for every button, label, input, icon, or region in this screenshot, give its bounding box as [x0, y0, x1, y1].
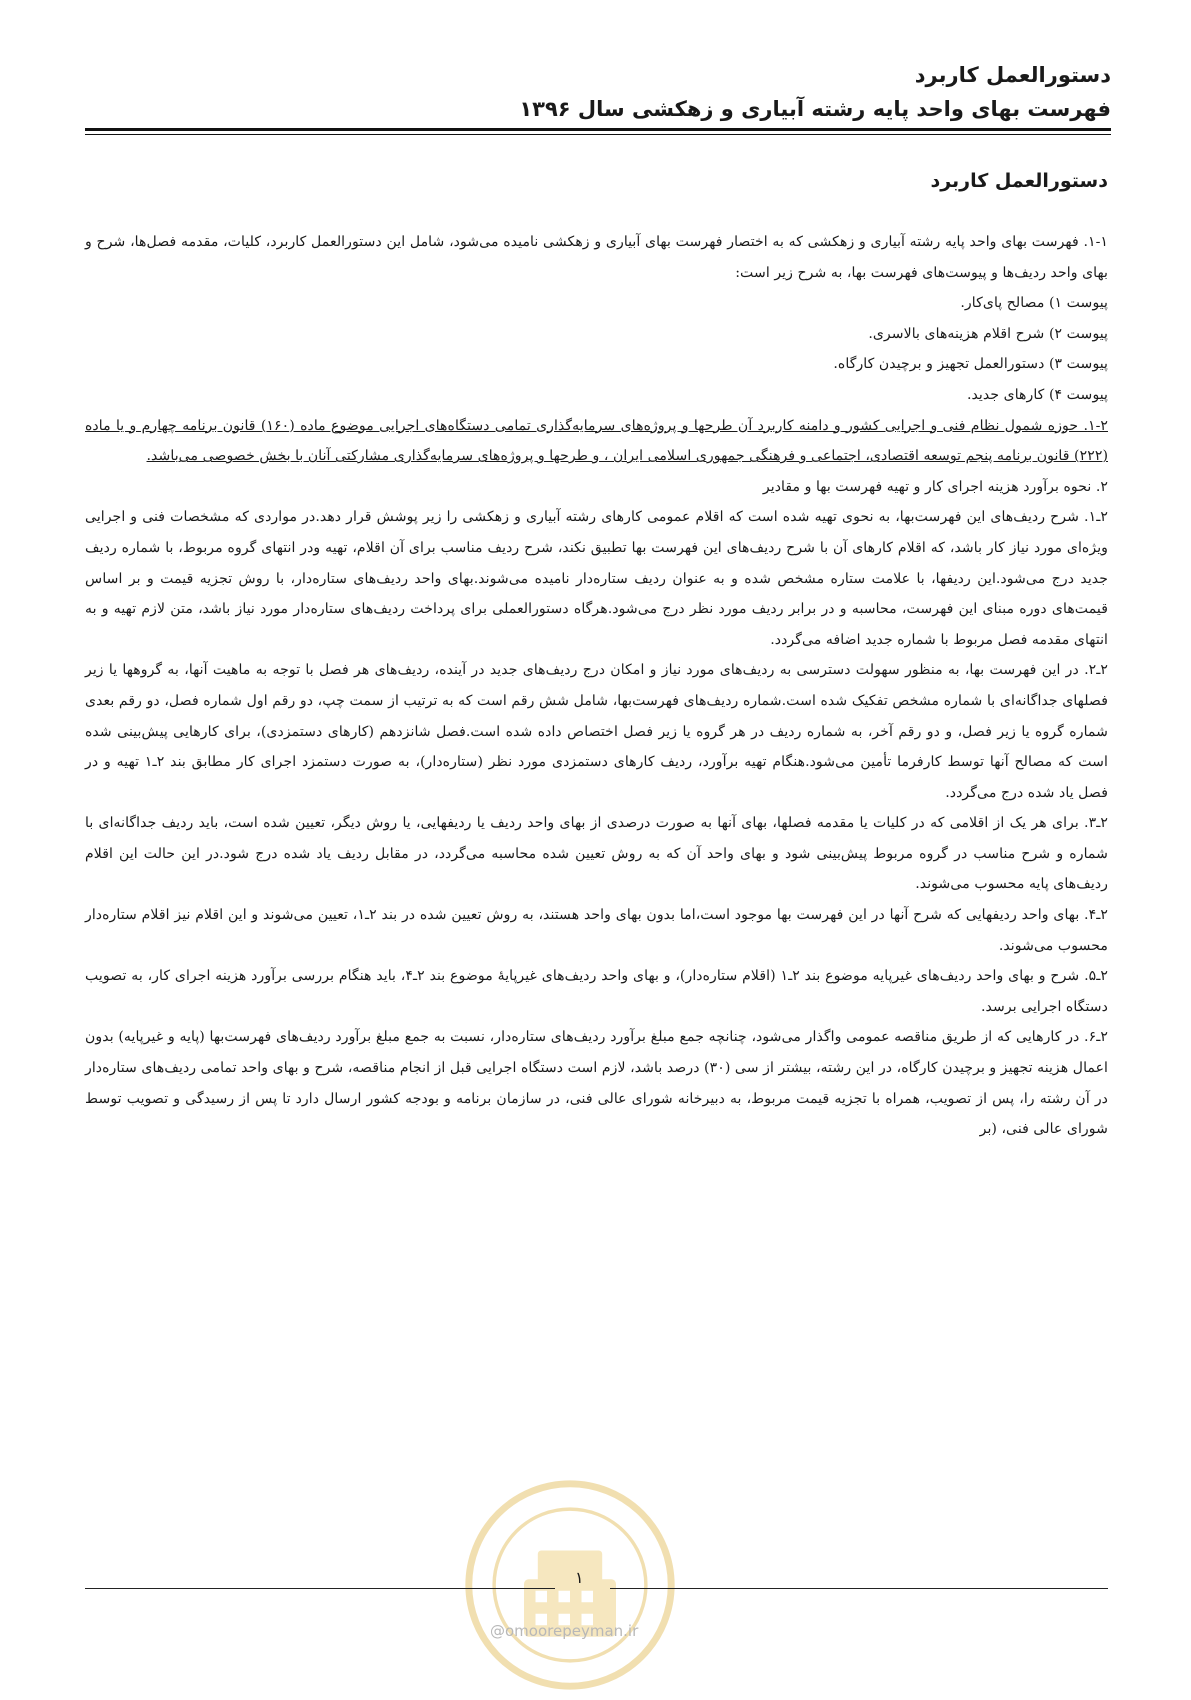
appendix-2: پیوست ۲) شرح اقلام هزینه‌های بالاسری. — [868, 325, 1108, 342]
appendix-3: پیوست ۳) دستورالعمل تجهیز و برچیدن کارگاه. — [833, 356, 1108, 373]
paragraph-2-1: ۲ـ۱. شرح ردیف‌های این فهرست‌بها، به نحوی تهیه شده است که اقلام عمومی کارهای رشته آبیاری و زهکشی را زیر پوشش قرار دهد.در مواردی که مشخصات فنی و اجرایی ویژه‌ای مورد نیاز کار باشد، که اقلام کارهای آن با شرح ردیف‌های این فهرست بها تطبیق نکند، شرح ردیف مناسب برای آن اقلام، تهیه ودر انتهای گروه مربوط، با شماره ردیف جدید درج می‌شود.این ردیفها، با علامت ستاره مشخص شده و به عنوان ردیف ستاره‌دار نامیده می‌شوند.بهای واحد ردیف‌های ستاره‌دار، با روش تجزیه قیمت و بر اساس قیمت‌های دوره مبنای این فهرست، محاسبه و در برابر ردیف مورد نظر درج می‌شود.هرگاه دستورالعملی برای پرداخت ردیف‌های ستاره‌دار مورد نیاز باشد، متن لازم تهیه و به انتهای مقدمه فصل مربوط با شماره جدید اضافه می‌گردد. — [85, 509, 1108, 648]
paragraph-2-3: ۲ـ۳. برای هر یک از اقلامی که در کلیات یا مقدمه فصلها، بهای آنها به صورت درصدی از بهای واحد ردیف یا ردیفهایی، یا روش دیگر، تعیین شده است، باید ردیف جداگانه‌ای با شماره و شرح مناسب در گروه مربوط پیش‌بینی شود و بهای واحد آن که به روش تعیین شده محاسبه می‌گردد، در مقابل ردیف یاد شده درج شود.در این حالت این اقلام ردیف‌های پایه محسوب می‌شوند. — [85, 815, 1108, 893]
seal-watermark-icon — [455, 1470, 685, 1700]
paragraph-2-5: ۲ـ۵. شرح و بهای واحد ردیف‌های غیرپایه موضوع بند ۲ـ۱ (اقلام ستاره‌دار)، و بهای واحد ردیف‌های غیرپایهٔ موضوع بند ۲ـ۴، باید هنگام بررسی برآورد هزینه اجرای کار، به تصویب دستگاه اجرایی برسد. — [85, 968, 1109, 1015]
paragraph-2-2: ۲ـ۲. در این فهرست بها، به منظور سهولت دسترسی به ردیف‌های مورد نیاز و امکان درج ردیف‌های جدید در آینده، ردیف‌های هر فصل با توجه به ماهیت آنها، به گروهها یا زیر فصلهای جداگانه‌ای با شماره مشخص تفکیک شده است.شماره ردیف‌های فهرست‌بها، شامل شش رقم است که به ترتیب از سمت چپ، دو رقم اول شماره فصل، دو رقم بعدی شماره گروه یا زیر فصل، و دو رقم آخر، به شماره ردیف در هر گروه یا زیر فصل اختصاص داده شده است.فصل شانزدهم (کارهای دستمزدی)، برای کارهایی پیش‌بینی شده است که مصالح آنها توسط کارفرما تأمین می‌شود.هنگام تهیه برآورد، ردیف کارهای دستمزدی مورد نظر (ستاره‌دار)، به صورت دستمزد اجرای کار مطابق بند ۲ـ۱ تهیه و در فصل یاد شده درج می‌گردد. — [85, 662, 1108, 801]
appendix-1: پیوست ۱) مصالح پای‌کار. — [960, 295, 1108, 312]
paragraph-2-4: ۲ـ۴. بهای واحد ردیفهایی که شرح آنها در این فهرست بها موجود است،اما بدون بهای واحد هستند، به روش تعیین شده در بند ۲ـ۱، تعیین می‌شوند و این اقلام نیز اقلام ستاره‌دار محسوب می‌شوند. — [85, 907, 1108, 954]
page-number: ۱ — [575, 1568, 584, 1587]
document-body — [85, 227, 1108, 1145]
header-rule-thick — [85, 128, 1111, 131]
page-header — [85, 58, 1111, 126]
section-2-heading: ۲. نحوه برآورد هزینه اجرای کار و تهیه فهرست بها و مقادیر — [762, 478, 1108, 495]
header-rule-thin — [85, 134, 1111, 135]
footer-rule-right — [610, 1588, 1108, 1589]
paragraph-1-1: ۱-۱. فهرست بهای واحد پایه رشته آبیاری و زهکشی که به اختصار فهرست بهای آبیاری و زهکشی نامیده می‌شود، شامل این دستورالعمل کاربرد، کلیات، مقدمه فصل‌ها، شرح و بهای واحد ردیف‌ها و پیوست‌های فهرست بها، به شرح زیر است: — [85, 234, 1108, 281]
header-subtitle: فهرست بهای واحد پایه رشته آبیاری و زهکشی سال ۱۳۹۶ — [519, 97, 1111, 121]
footer-rule-left — [85, 1588, 555, 1589]
website-watermark: @omoorepeyman.ir — [490, 1622, 639, 1640]
section-title: دستورالعمل کاربرد — [930, 170, 1108, 192]
paragraph-1-2: ۱-۲. حوزه شمول نظام فنی و اجرایی کشور و دامنه کاربرد آن طرحها و پروژه‌های سرمایه‌گذاری تمامی دستگاه‌های اجرایی موضوع ماده (۱۶۰) قانون برنامه چهارم و یا ماده (۲۲۲) قانون برنامه پنجم توسعه اقتصادی، اجتماعی و فرهنگی جمهوری اسلامی ایران ، و طرحها و پروژه‌های سرمایه‌گذاری مشارکتی آنان با بخش خصوصی می‌باشد. — [85, 417, 1108, 465]
paragraph-2-6: ۲ـ۶. در کارهایی که از طریق مناقصه عمومی واگذار می‌شود، چنانچه جمع مبلغ برآورد ردیف‌های ستاره‌دار، نسبت به جمع مبلغ برآورد ردیف‌های فهرست‌بها (پایه و غیرپایه) بدون اعمال هزینه تجهیز و برچیدن کارگاه، در این رشته، بیشتر از سی (۳۰) درصد باشد، لازم است دستگاه اجرایی قبل از انجام مناقصه، شرح و بهای واحد تمامی ردیف‌های ستاره‌دار در آن رشته را، پس از تصویب، همراه با تجزیه قیمت مربوط، به دبیرخانه شورای عالی فنی، در سازمان برنامه و بودجه کشور ارسال دارد تا پس از رسیدگی و تصویب توسط شورای عالی فنی، (بر — [85, 1029, 1109, 1138]
header-title: دستورالعمل کاربرد — [914, 63, 1111, 87]
appendix-4: پیوست ۴) کارهای جدید. — [966, 386, 1108, 403]
